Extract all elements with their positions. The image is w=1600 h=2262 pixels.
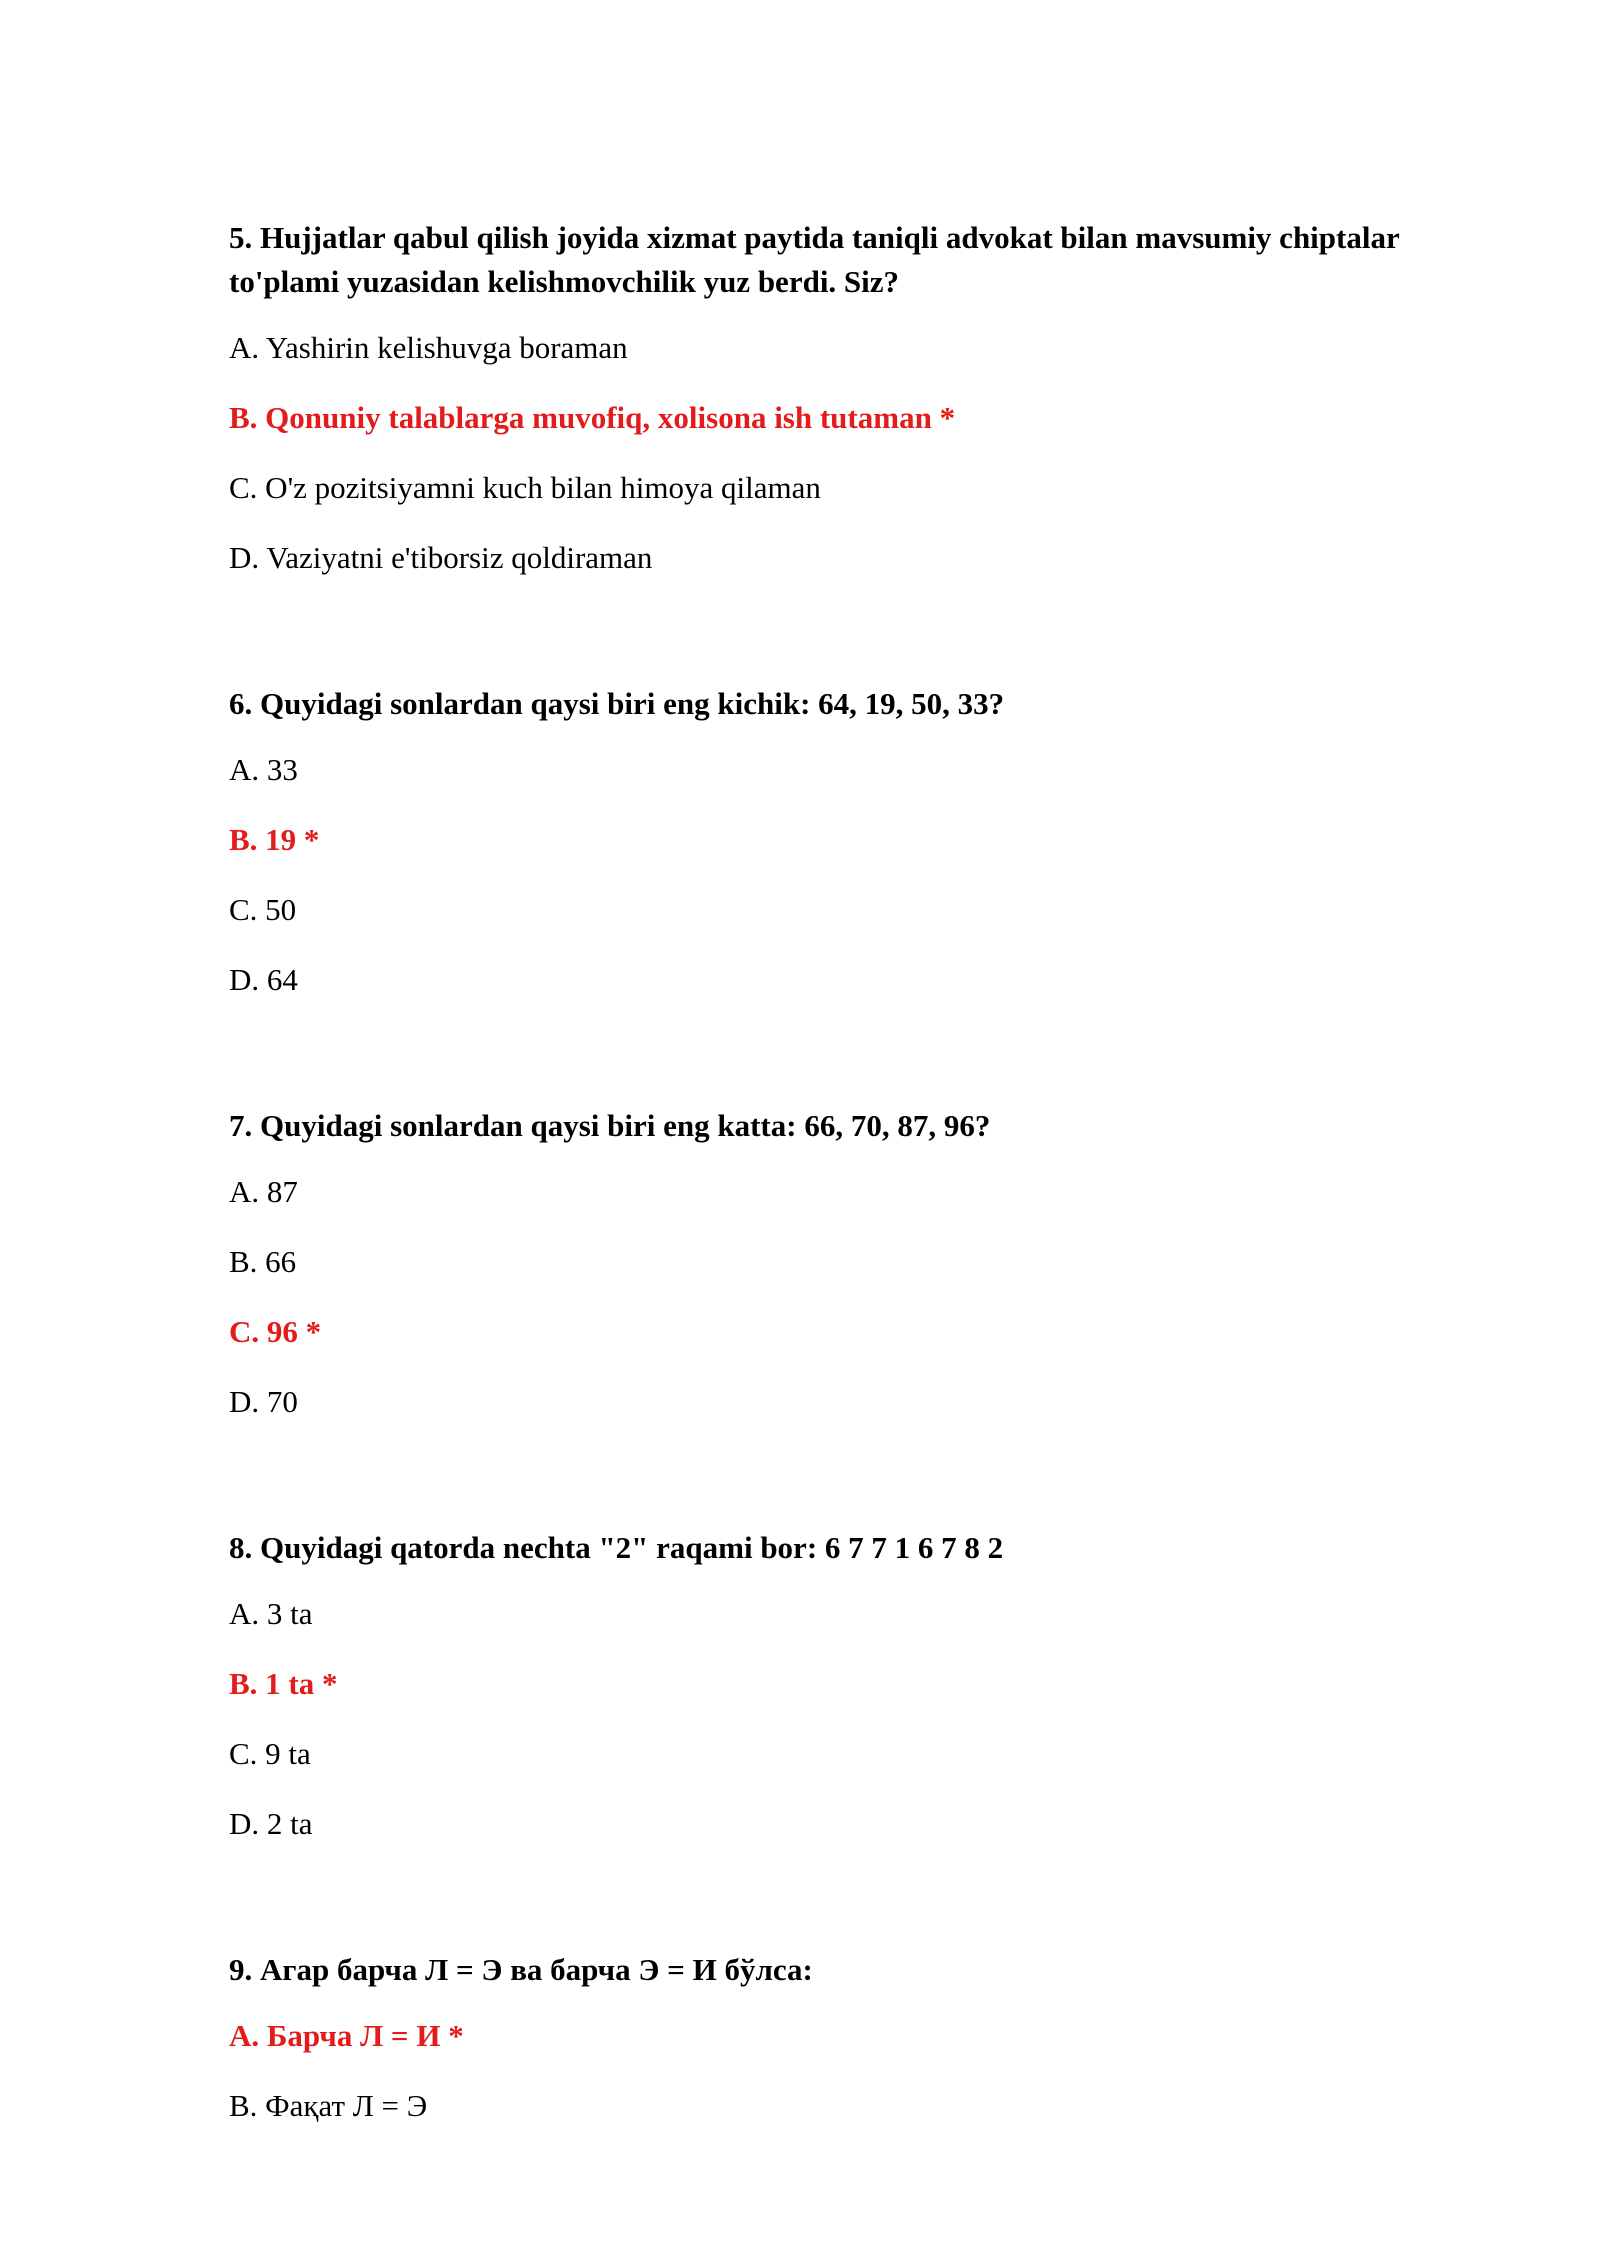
answer-option-b: B. 66 bbox=[229, 1244, 297, 1279]
answer-option-d: D. Vaziyatni e'tiborsiz qoldiraman bbox=[229, 540, 653, 575]
question-text: 8. Quyidagi qatorda nechta "2" raqami bor: 6 7 7 1 6 7 8 2 bbox=[229, 1530, 1004, 1565]
answer-option-a: A. 33 bbox=[229, 752, 298, 787]
answer-option-c-correct: C. 96 * bbox=[229, 1314, 322, 1349]
question-text: 7. Quyidagi sonlardan qaysi biri eng katta: 66, 70, 87, 96? bbox=[229, 1108, 991, 1143]
answer-option-a-correct: A. Барча Л = И * bbox=[229, 2018, 464, 2053]
question-list bbox=[229, 216, 1469, 2230]
question-7 bbox=[229, 1104, 1469, 1422]
answer-option-c: C. 50 bbox=[229, 892, 297, 927]
answer-option-d: D. 70 bbox=[229, 1384, 298, 1419]
question-5 bbox=[229, 216, 1469, 578]
answer-option-d: D. 64 bbox=[229, 962, 298, 997]
answer-option-d: D. 2 ta bbox=[229, 1806, 313, 1841]
question-text: 5. Hujjatlar qabul qilish joyida xizmat paytida taniqli advokat bilan mavsumiy chiptalar to'plami yuzasidan kelishmovchilik yuz berdi. Siz? bbox=[229, 220, 1400, 299]
answer-option-b-correct: B. 1 ta * bbox=[229, 1666, 338, 1701]
question-6 bbox=[229, 682, 1469, 1000]
answer-option-a: A. 87 bbox=[229, 1174, 298, 1209]
question-9 bbox=[229, 1948, 1469, 2126]
answer-option-c: C. O'z pozitsiyamni kuch bilan himoya qilaman bbox=[229, 470, 821, 505]
answer-option-b: B. Фақат Л = Э bbox=[229, 2088, 428, 2123]
answer-option-a: A. 3 ta bbox=[229, 1596, 313, 1631]
question-text: 6. Quyidagi sonlardan qaysi biri eng kichik: 64, 19, 50, 33? bbox=[229, 686, 1005, 721]
question-text: 9. Агар барча Л = Э ва барча Э = И бўлса: bbox=[229, 1952, 813, 1987]
question-8 bbox=[229, 1526, 1469, 1844]
answer-option-c: C. 9 ta bbox=[229, 1736, 311, 1771]
answer-option-a: A. Yashirin kelishuvga boraman bbox=[229, 330, 628, 365]
answer-option-b-correct: B. Qonuniy talablarga muvofiq, xolisona ish tutaman * bbox=[229, 400, 956, 435]
answer-option-b-correct: B. 19 * bbox=[229, 822, 320, 857]
